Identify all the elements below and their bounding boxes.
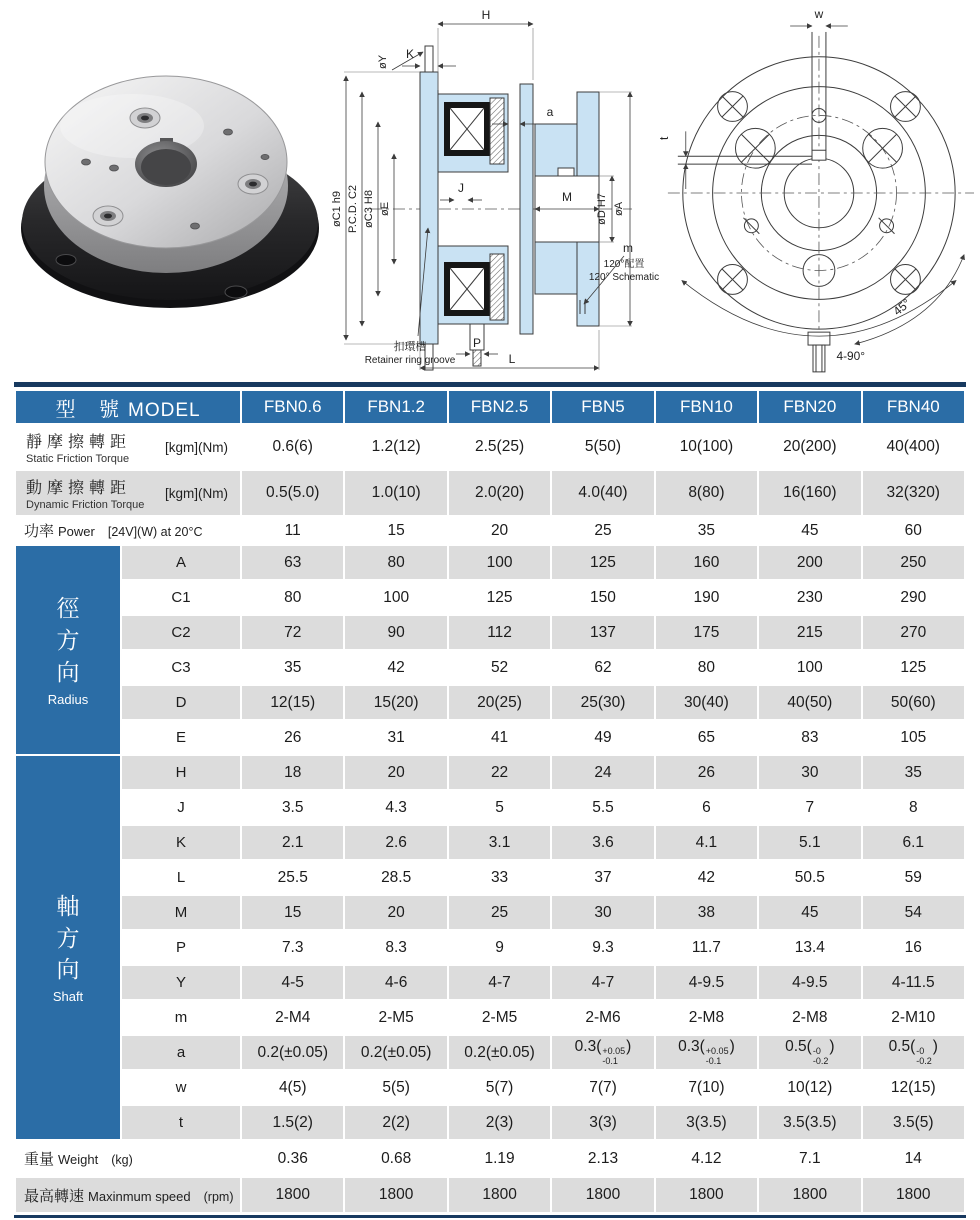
table-row-dim-J xyxy=(15,790,965,825)
group-title-char: 徑 xyxy=(56,595,80,622)
table-cell: 31 xyxy=(344,720,447,755)
table-cell: 8 xyxy=(862,790,965,825)
table-cell: 12(15) xyxy=(862,1070,965,1105)
dim-letter-cell: Y xyxy=(121,965,241,1000)
table-row-dim-t xyxy=(15,1105,965,1140)
dim-letter-cell: E xyxy=(121,720,241,755)
dim-label-H: H xyxy=(481,8,491,22)
table-cell: 30 xyxy=(551,895,654,930)
dim-letter-cell: m xyxy=(121,1000,241,1035)
row-label-en: Power xyxy=(58,524,95,539)
table-cell: 0.6(6) xyxy=(241,424,344,470)
table-cell: 4.3 xyxy=(344,790,447,825)
group-header-radius xyxy=(15,545,121,755)
table-cell: 30 xyxy=(758,755,861,790)
dim-letter-cell: C3 xyxy=(121,650,241,685)
dim-label-w: w xyxy=(814,7,824,22)
table-cell: 105 xyxy=(862,720,965,755)
dim-letter-cell: w xyxy=(121,1070,241,1105)
table-cell: 1800 xyxy=(448,1177,551,1213)
table-cell: 175 xyxy=(655,615,758,650)
group-title-char: 方 xyxy=(56,924,80,951)
table-cell: 80 xyxy=(655,650,758,685)
dim-letter-cell: a xyxy=(121,1035,241,1070)
table-cell: 3(3) xyxy=(551,1105,654,1140)
table-cell: 8(80) xyxy=(655,470,758,516)
table-cell: 2.13 xyxy=(551,1140,654,1177)
dim-letter-cell: K xyxy=(121,825,241,860)
tolerance-lower: -0.2 xyxy=(812,1056,829,1066)
table-cell: 1.19 xyxy=(448,1140,551,1177)
dim-label-oA: øA xyxy=(613,201,625,217)
table-cell: 4-9.5 xyxy=(655,965,758,1000)
tolerance-upper: -0 xyxy=(812,1046,821,1057)
group-title-char: 向 xyxy=(56,956,80,983)
product-photo-image xyxy=(14,26,326,320)
table-cell: 63 xyxy=(241,545,344,580)
front-view-svg xyxy=(650,4,978,374)
table-row-dim-E xyxy=(15,720,965,755)
table-row-max-speed xyxy=(15,1177,965,1213)
table-cell: 10(12) xyxy=(758,1070,861,1105)
dim-label-P: P xyxy=(472,336,482,350)
table-cell: 15 xyxy=(241,895,344,930)
table-cell: 65 xyxy=(655,720,758,755)
table-cell: 2-M10 xyxy=(862,1000,965,1035)
row-unit: [kgm](Nm) xyxy=(165,439,229,455)
table-cell: 6.1 xyxy=(862,825,965,860)
table-cell: 13.4 xyxy=(758,930,861,965)
table-cell: 41 xyxy=(448,720,551,755)
cross-section-diagram xyxy=(330,4,660,378)
table-cell: 3(3.5) xyxy=(655,1105,758,1140)
dim-label-c3: øC3 H8 xyxy=(363,190,375,228)
model-header-cell: FBN20 xyxy=(758,390,861,424)
row-unit: (kg) xyxy=(111,1153,133,1167)
table-bottom-border xyxy=(14,1215,966,1218)
tolerance-post: ) xyxy=(829,1038,835,1056)
table-cell: 0.5(5.0) xyxy=(241,470,344,516)
table-cell: 25(30) xyxy=(551,685,654,720)
table-row-dim-P xyxy=(15,930,965,965)
row-label-en: Maxinmum speed xyxy=(88,1188,191,1204)
tolerance-upper: +0.05 xyxy=(705,1046,729,1057)
table-cell: 1800 xyxy=(655,1177,758,1213)
dim-label-t: t xyxy=(656,136,671,140)
table-cell: 250 xyxy=(862,545,965,580)
dim-label-J: J xyxy=(458,181,464,195)
dim-label-M: M xyxy=(562,190,572,204)
table-cell xyxy=(551,1035,654,1070)
table-cell: 0.68 xyxy=(344,1140,447,1177)
table-cell: 2.5(25) xyxy=(448,424,551,470)
table-cell: 40(400) xyxy=(862,424,965,470)
table-cell: 2-M8 xyxy=(758,1000,861,1035)
row-label-cell xyxy=(15,516,241,545)
model-header-cell: FBN5 xyxy=(551,390,654,424)
label-120-config: 120°配置 xyxy=(603,259,645,270)
tolerance-stack xyxy=(602,1047,625,1067)
table-row-dim-M xyxy=(15,895,965,930)
model-title-en: MODEL xyxy=(128,399,201,421)
table-cell: 62 xyxy=(551,650,654,685)
row-label-cell xyxy=(15,1177,241,1213)
table-cell: 20 xyxy=(344,755,447,790)
row-label-en: Dynamic Friction Torque xyxy=(26,499,145,511)
table-cell: 50.5 xyxy=(758,860,861,895)
table-header-row xyxy=(15,390,965,424)
table-cell: 2-M5 xyxy=(448,1000,551,1035)
table-row-power xyxy=(15,516,965,545)
tolerance-lower: -0.1 xyxy=(602,1056,618,1066)
table-cell: 160 xyxy=(655,545,758,580)
table-cell: 49 xyxy=(551,720,654,755)
table-cell: 26 xyxy=(241,720,344,755)
model-header-cell: FBN2.5 xyxy=(448,390,551,424)
bottom-shaft-stub xyxy=(808,332,830,372)
tolerance-lower: -0.2 xyxy=(916,1056,932,1066)
table-cell: 125 xyxy=(862,650,965,685)
dim-label-4-90deg: 4-90° xyxy=(836,348,866,363)
dim-label-L: L xyxy=(508,352,516,366)
table-cell: 50(60) xyxy=(862,685,965,720)
table-cell: 2.1 xyxy=(241,825,344,860)
table-row-weight xyxy=(15,1140,965,1177)
row-label-en: Static Friction Torque xyxy=(26,453,130,465)
model-title-cn: 型 號 xyxy=(55,398,128,421)
label-retainer-cn: 扣環槽 xyxy=(393,341,427,353)
table-cell: 16 xyxy=(862,930,965,965)
table-cell: 0.36 xyxy=(241,1140,344,1177)
table-cell: 20(25) xyxy=(448,685,551,720)
table-cell: 3.1 xyxy=(448,825,551,860)
table-cell: 33 xyxy=(448,860,551,895)
table-cell: 14 xyxy=(862,1140,965,1177)
table-cell: 25 xyxy=(448,895,551,930)
dim-letter-cell: A xyxy=(121,545,241,580)
dim-letter-cell: P xyxy=(121,930,241,965)
table-cell: 6 xyxy=(655,790,758,825)
table-cell: 20(200) xyxy=(758,424,861,470)
tolerance-upper: +0.05 xyxy=(602,1046,626,1057)
spec-table-head xyxy=(15,390,965,424)
dim-letter-cell: M xyxy=(121,895,241,930)
table-cell: 4(5) xyxy=(241,1070,344,1105)
table-cell: 7.3 xyxy=(241,930,344,965)
table-cell xyxy=(862,1035,965,1070)
table-cell: 83 xyxy=(758,720,861,755)
tolerance-post: ) xyxy=(626,1038,632,1056)
dim-label-c1: øC1 h9 xyxy=(331,190,343,228)
tolerance-stack xyxy=(916,1047,932,1067)
table-cell: 52 xyxy=(448,650,551,685)
table-cell: 1800 xyxy=(551,1177,654,1213)
dim-letter-cell: H xyxy=(121,755,241,790)
table-cell: 2.6 xyxy=(344,825,447,860)
table-cell: 7 xyxy=(758,790,861,825)
table-cell: 5(7) xyxy=(448,1070,551,1105)
table-row-dim-H xyxy=(15,755,965,790)
dim-letter-cell: C2 xyxy=(121,615,241,650)
table-cell: 4.1 xyxy=(655,825,758,860)
table-cell: 4-9.5 xyxy=(758,965,861,1000)
group-header-shaft xyxy=(15,755,121,1140)
table-cell: 42 xyxy=(655,860,758,895)
row-label-stack xyxy=(26,429,131,465)
table-cell: 30(40) xyxy=(655,685,758,720)
table-cell: 4-5 xyxy=(241,965,344,1000)
group-title-en: Shaft xyxy=(52,989,84,1005)
flange-hole xyxy=(56,255,76,266)
table-row-dim-K xyxy=(15,825,965,860)
table-cell: 4.0(40) xyxy=(551,470,654,516)
table-cell: 200 xyxy=(758,545,861,580)
row-label-cn: 重量 xyxy=(24,1151,55,1168)
table-cell: 22 xyxy=(448,755,551,790)
group-title-char: 軸 xyxy=(56,892,80,919)
row-label-cell xyxy=(15,470,241,516)
dim-label-K: K xyxy=(405,47,415,61)
tolerance-stack xyxy=(706,1047,729,1067)
table-cell: 7(10) xyxy=(655,1070,758,1105)
table-cell: 60 xyxy=(862,516,965,545)
table-cell: 270 xyxy=(862,615,965,650)
table-cell: 11.7 xyxy=(655,930,758,965)
table-cell: 11 xyxy=(241,516,344,545)
table-cell: 26 xyxy=(655,755,758,790)
table-cell: 42 xyxy=(344,650,447,685)
model-title-cell xyxy=(15,390,241,424)
row-unit: [kgm](Nm) xyxy=(165,485,229,501)
table-cell: 100 xyxy=(344,580,447,615)
label-120-schematic: 120° Schematic xyxy=(588,272,660,283)
table-cell: 1.0(10) xyxy=(344,470,447,516)
dim-label-a: a xyxy=(546,105,554,119)
table-cell: 3.6 xyxy=(551,825,654,860)
table-cell: 80 xyxy=(241,580,344,615)
group-title-char: 向 xyxy=(56,658,80,685)
tolerance-post: ) xyxy=(932,1038,938,1056)
table-cell: 72 xyxy=(241,615,344,650)
table-cell: 5(5) xyxy=(344,1070,447,1105)
table-cell: 4-6 xyxy=(344,965,447,1000)
tolerance-pre: 0.5( xyxy=(888,1038,916,1056)
front-dimensions xyxy=(682,26,964,344)
table-cell: 35 xyxy=(862,755,965,790)
table-cell: 59 xyxy=(862,860,965,895)
table-cell: 4.12 xyxy=(655,1140,758,1177)
table-cell: 9 xyxy=(448,930,551,965)
table-cell: 80 xyxy=(344,545,447,580)
row-label-cell xyxy=(15,424,241,470)
table-cell: 45 xyxy=(758,516,861,545)
spec-table-body xyxy=(15,424,965,1213)
tolerance-pre: 0.3( xyxy=(678,1038,705,1056)
table-cell: 5(50) xyxy=(551,424,654,470)
row-unit: (rpm) xyxy=(203,1189,234,1204)
table-cell: 35 xyxy=(655,516,758,545)
table-cell: 40(50) xyxy=(758,685,861,720)
table-cell: 100 xyxy=(448,545,551,580)
table-cell: 3.5 xyxy=(241,790,344,825)
table-row-dim-C1 xyxy=(15,580,965,615)
table-cell: 0.2(±0.05) xyxy=(448,1035,551,1070)
dim-label-oE: øE xyxy=(379,201,391,217)
table-cell: 25 xyxy=(551,516,654,545)
spec-table xyxy=(14,389,966,1214)
table-cell: 9.3 xyxy=(551,930,654,965)
dim-label-m: m xyxy=(623,241,633,255)
tolerance-pre: 0.5( xyxy=(785,1038,812,1056)
row-label-cn: 最高轉速 xyxy=(24,1187,85,1205)
table-row-dynamic-friction-torque xyxy=(15,470,965,516)
table-top-border xyxy=(14,382,966,387)
table-cell: 3.5(3.5) xyxy=(758,1105,861,1140)
table-cell: 2.0(20) xyxy=(448,470,551,516)
table-cell xyxy=(655,1035,758,1070)
row-label-cn: 靜摩擦轉距 xyxy=(26,434,132,451)
table-row-dim-w xyxy=(15,1070,965,1105)
dim-letter-cell: C1 xyxy=(121,580,241,615)
table-row-dim-C3 xyxy=(15,650,965,685)
table-cell: 150 xyxy=(551,580,654,615)
front-view-diagram xyxy=(650,4,978,378)
table-cell: 1800 xyxy=(758,1177,861,1213)
table-cell: 2-M8 xyxy=(655,1000,758,1035)
table-cell: 1800 xyxy=(344,1177,447,1213)
dim-label-oD: øD H7 xyxy=(596,193,608,225)
row-label-stack xyxy=(26,475,144,511)
tolerance-post: ) xyxy=(729,1038,735,1056)
group-title-char: 方 xyxy=(56,627,80,654)
row-label-wrap xyxy=(24,473,240,513)
table-cell: 2-M4 xyxy=(241,1000,344,1035)
row-label-cell xyxy=(15,1140,241,1177)
table-cell: 2(3) xyxy=(448,1105,551,1140)
table-cell: 16(160) xyxy=(758,470,861,516)
table-row-dim-C2 xyxy=(15,615,965,650)
dim-letter-cell: L xyxy=(121,860,241,895)
row-label-cn: 動摩擦轉距 xyxy=(26,480,132,497)
dim-label-oY: øY xyxy=(377,54,389,70)
table-cell: 32(320) xyxy=(862,470,965,516)
dim-letter-cell: J xyxy=(121,790,241,825)
table-cell: 125 xyxy=(448,580,551,615)
tolerance-lower: -0.1 xyxy=(705,1056,722,1066)
table-cell: 90 xyxy=(344,615,447,650)
table-row-static-friction-torque xyxy=(15,424,965,470)
table-cell: 38 xyxy=(655,895,758,930)
table-cell: 45 xyxy=(758,895,861,930)
table-cell: 3.5(5) xyxy=(862,1105,965,1140)
table-cell: 230 xyxy=(758,580,861,615)
cross-section-svg xyxy=(330,4,660,376)
row-label-en: Weight xyxy=(58,1152,99,1167)
table-cell: 2-M6 xyxy=(551,1000,654,1035)
table-cell: 35 xyxy=(241,650,344,685)
table-cell: 12(15) xyxy=(241,685,344,720)
table-row-dim-D xyxy=(15,685,965,720)
tolerance-pre: 0.3( xyxy=(574,1038,602,1056)
table-cell: 20 xyxy=(448,516,551,545)
product-photo xyxy=(14,26,326,320)
row-label-wrap xyxy=(24,427,240,467)
dim-label-pcd: P.C.D. C2 xyxy=(347,184,359,234)
table-cell: 7(7) xyxy=(551,1070,654,1105)
table-row-dim-L xyxy=(15,860,965,895)
table-cell: 1.2(12) xyxy=(344,424,447,470)
tolerance-upper: -0 xyxy=(916,1046,925,1057)
table-cell: 125 xyxy=(551,545,654,580)
table-cell: 4-11.5 xyxy=(862,965,965,1000)
table-cell: 2-M5 xyxy=(344,1000,447,1035)
model-header-cell: FBN0.6 xyxy=(241,390,344,424)
table-cell: 190 xyxy=(655,580,758,615)
table-cell: 28.5 xyxy=(344,860,447,895)
dim-letter-cell: D xyxy=(121,685,241,720)
table-cell: 24 xyxy=(551,755,654,790)
table-cell: 10(100) xyxy=(655,424,758,470)
table-cell: 1.5(2) xyxy=(241,1105,344,1140)
dim-label-45deg: 45° xyxy=(890,296,914,319)
spec-table-section xyxy=(14,382,966,1218)
table-cell: 4-7 xyxy=(551,965,654,1000)
stator-parts xyxy=(420,46,508,370)
table-cell: 37 xyxy=(551,860,654,895)
table-cell: 20 xyxy=(344,895,447,930)
table-cell: 290 xyxy=(862,580,965,615)
label-retainer-en: Retainer ring groove xyxy=(364,355,456,366)
table-cell: 1800 xyxy=(862,1177,965,1213)
table-row-dim-a xyxy=(15,1035,965,1070)
table-cell: 0.2(±0.05) xyxy=(241,1035,344,1070)
table-cell: 100 xyxy=(758,650,861,685)
table-cell: 54 xyxy=(862,895,965,930)
table-cell: 2(2) xyxy=(344,1105,447,1140)
table-cell: 215 xyxy=(758,615,861,650)
table-cell: 5.5 xyxy=(551,790,654,825)
tolerance-stack xyxy=(813,1047,829,1067)
group-title-en: Radius xyxy=(47,691,89,707)
table-cell: 7.1 xyxy=(758,1140,861,1177)
table-row-dim-Y xyxy=(15,965,965,1000)
table-cell: 137 xyxy=(551,615,654,650)
table-cell: 15(20) xyxy=(344,685,447,720)
flange-hole xyxy=(225,286,247,298)
table-cell xyxy=(758,1035,861,1070)
table-cell: 4-7 xyxy=(448,965,551,1000)
table-cell: 25.5 xyxy=(241,860,344,895)
table-cell: 8.3 xyxy=(344,930,447,965)
model-header-cell: FBN10 xyxy=(655,390,758,424)
row-unit: [24V](W) at 20°C xyxy=(107,525,203,539)
table-row-dim-A xyxy=(15,545,965,580)
model-header-cell: FBN40 xyxy=(862,390,965,424)
table-cell: 18 xyxy=(241,755,344,790)
table-row-dim-m xyxy=(15,1000,965,1035)
table-cell: 112 xyxy=(448,615,551,650)
table-cell: 1800 xyxy=(241,1177,344,1213)
dim-letter-cell: t xyxy=(121,1105,241,1140)
row-label-cn: 功率 xyxy=(24,523,55,540)
table-cell: 5 xyxy=(448,790,551,825)
table-cell: 0.2(±0.05) xyxy=(344,1035,447,1070)
model-header-cell: FBN1.2 xyxy=(344,390,447,424)
table-cell: 5.1 xyxy=(758,825,861,860)
table-cell: 15 xyxy=(344,516,447,545)
